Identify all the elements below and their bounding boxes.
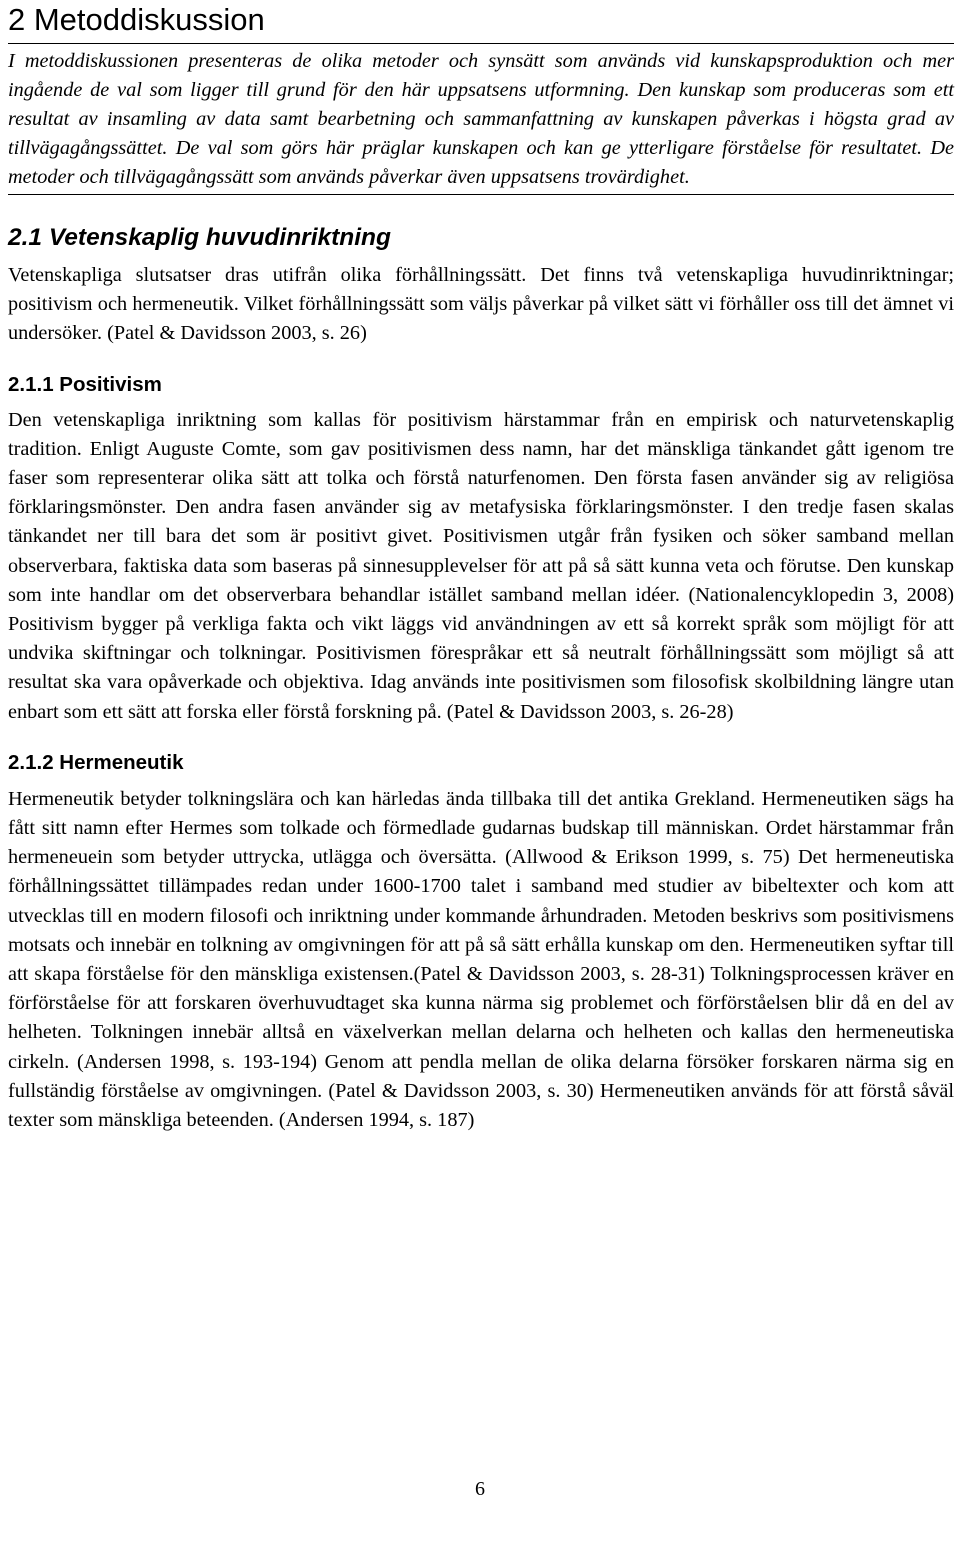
section-2-1-paragraph: Vetenskapliga slutsatser dras utifrån olika förhållningssätt. Det finns två vetenskapliga huvudinriktningar; positivism och hermeneutik. Vilket förhållningssätt som väljs påverkar på vilket sätt vi förhåller oss till det ämnet vi undersöker. (Patel & Davidsson 2003, s. 26) xyxy=(8,264,954,345)
section-2-1-1-heading: 2.1.1 Positivism xyxy=(8,372,162,396)
chapter-intro-box xyxy=(8,43,954,195)
section-2-1-2 xyxy=(8,749,954,1135)
section-2-1-2-paragraph: Hermeneutik betyder tolkningslära och kan härledas ända tillbaka till det antika Grekland. Hermeneutiken sägs ha fått sitt namn efter Hermes som tolkade och förmedlade gudarnas budskap till människan. Ordet härstammar från hermeneuein som betyder uttrycka, utlägga och översätta. (Allwood & Erikson 1999, s. 75) Det hermeneutiska förhållningssättet tillämpades redan under 1600-1700 talet i samband med studier av bibeltexter och kom att utvecklas till en modern filosofi och inriktning under kommande århundraden. Metoden beskrivs som positivismens motsats och innebär en tolkning av omgivningen för att på så sätt erhålla kunskap om den. Hermeneutiken syftar till att skapa förståelse för den mänskliga existensen.(Patel & Davidsson 2003, s. 28-31) Tolkningsprocessen kräver en förförståelse för att forskaren överhuvudtaget ska kunna närma sig problemet och förförståelsen blir då en del av helheten. Tolkningen innebär alltså en växelverkan mellan delarna och helheten och kallas den hermeneutiska cirkeln. (Andersen 1998, s. 193-194) Genom att pendla mellan de olika delarna försöker forskaren närma sig en fullständig förståelse av omgivningen. (Patel & Davidsson 2003, s. 30) Hermeneutiken används för att förstå såväl texter som mänskliga beteenden. (Andersen 1994, s. 187) xyxy=(8,787,954,1132)
section-2-1 xyxy=(8,223,954,349)
chapter-title: 2 Metoddiskussion xyxy=(8,2,265,37)
section-2-1-heading: 2.1 Vetenskaplig huvudinriktning xyxy=(8,224,391,251)
document-page xyxy=(8,0,954,1135)
chapter-intro-text: I metoddiskussionen presenteras de olika metoder och synsätt som används vid kunskapsproduktion och mer ingående de val som ligger till grund för den här uppsatsens utformning. Den kunskap som produceras som ett resultat av insamling av data samt bearbetning och sammanfattning av kunskapen påverkas i högsta grad av tillvägagångssättet. De val som görs här präglar kunskapen och kan ge ytterligare förståelse för resultatet. De metoder och tillvägagångssätt som används påverkar även uppsatsens trovärdighet. xyxy=(8,50,954,188)
section-2-1-2-heading: 2.1.2 Hermeneutik xyxy=(8,750,184,774)
section-2-1-1 xyxy=(8,371,954,727)
page-number: 6 xyxy=(475,1478,485,1500)
section-2-1-1-paragraph: Den vetenskapliga inriktning som kallas för positivism härstammar från en empirisk och naturvetenskaplig tradition. Enligt Auguste Comte, som gav positivismen dess namn, har det mänskliga tänkandet gått igenom tre faser som representerar olika sätt att tolka och förstå naturfenomen. Den första fasen använder sig av religiösa förklaringsmönster. Den andra fasen använder sig av metafysiska förklaringsmönster. I den tredje fasen skalas tänkandet ner till bara det som är positivt givet. Positivismen utgår från fysiken och söker samband mellan observerbara, faktiska data som baseras på sinnesupplevelser för att på så sätt kunna veta och förutse. Den kunskap som inte handlar om det observerbara behandlar istället samband mellan idéer. (Nationalencyklopedin 3, 2008) Positivism bygger på verkliga fakta och vikt läggs vid användningen av ett så korrekt språk som möjligt för att undvika skiftningar och tolkningar. Positivismen förespråkar ett så neutralt förhållningssätt som möjligt så att resultat ska vara opåverkade och objektiva. Idag används inte positivismen som filosofisk skolbildning längre utan enbart som ett sätt att forska eller förstå forskning på. (Patel & Davidsson 2003, s. 26-28) xyxy=(8,408,954,723)
